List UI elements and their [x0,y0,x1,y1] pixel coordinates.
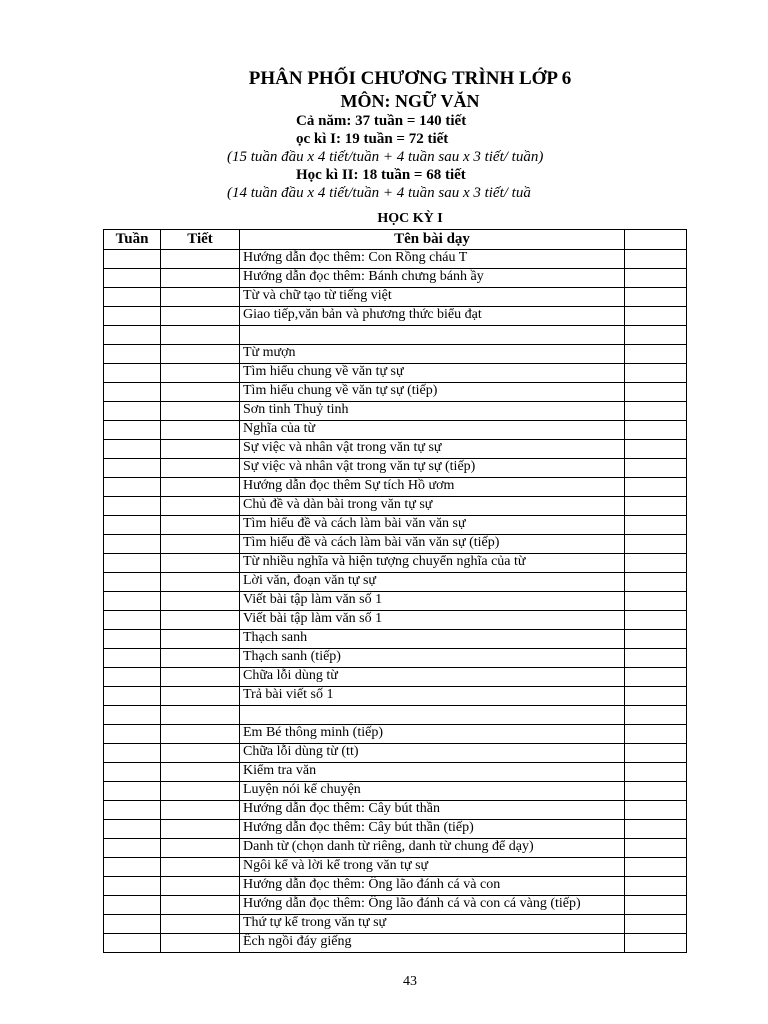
cell-notes [625,459,687,478]
table-header-row [104,230,687,250]
year-summary: Cả năm: 37 tuần = 140 tiết [296,113,467,129]
cell-week [104,725,161,744]
cell-week [104,744,161,763]
cell-week [104,383,161,402]
cell-lesson [240,326,625,345]
cell-notes [625,554,687,573]
cell-week [104,763,161,782]
cell-week [104,839,161,858]
column-header-lesson: Tên bài dạy [240,230,625,250]
column-header-notes [625,230,687,250]
table-row [104,706,687,725]
table-row [104,782,687,801]
term2-summary: Học kì II: 18 tuần = 68 tiết [296,167,466,183]
table-row [104,915,687,934]
cell-notes [625,269,687,288]
cell-week [104,535,161,554]
cell-week [104,706,161,725]
cell-week [104,801,161,820]
cell-period [161,611,240,630]
cell-lesson: Giao tiếp,văn bản và phương thức biểu đạt [240,307,625,326]
table-row [104,611,687,630]
cell-lesson: Từ và chữ tạo từ tiếng việt [240,288,625,307]
cell-period [161,896,240,915]
cell-lesson: Ngôi kể và lời kể trong văn tự sự [240,858,625,877]
cell-week [104,421,161,440]
table-row [104,307,687,326]
cell-lesson: Ếch ngồi đáy giếng [240,934,625,953]
cell-lesson: Hướng dẫn đọc thêm: Bánh chưng bánh ầy [240,269,625,288]
cell-week [104,326,161,345]
cell-lesson: Viết bài tập làm văn số 1 [240,611,625,630]
cell-week [104,288,161,307]
table-row [104,858,687,877]
table-row [104,896,687,915]
cell-lesson: Từ mượn [240,345,625,364]
cell-lesson: Tìm hiểu đề và cách làm bài văn văn sự (tiếp) [240,535,625,554]
cell-period [161,459,240,478]
column-header-period: Tiết [161,230,240,250]
cell-period [161,934,240,953]
cell-notes [625,858,687,877]
cell-period [161,421,240,440]
cell-notes [625,345,687,364]
table-row [104,478,687,497]
cell-notes [625,516,687,535]
cell-lesson: Thạch sanh (tiếp) [240,649,625,668]
cell-week [104,915,161,934]
cell-lesson: Sơn tinh Thuỷ tinh [240,402,625,421]
cell-period [161,687,240,706]
cell-notes [625,611,687,630]
table-row [104,421,687,440]
table-row [104,592,687,611]
cell-period [161,307,240,326]
cell-week [104,668,161,687]
cell-lesson: Sự việc và nhân vật trong văn tự sự [240,440,625,459]
cell-lesson: Lời văn, đoạn văn tự sự [240,573,625,592]
cell-lesson: Viết bài tập làm văn số 1 [240,592,625,611]
cell-lesson: Tìm hiểu chung về văn tự sự (tiếp) [240,383,625,402]
cell-week [104,934,161,953]
cell-period [161,649,240,668]
cell-lesson: Danh từ (chọn danh từ riêng, danh từ chung để dạy) [240,839,625,858]
cell-lesson: Hướng dẫn đọc thêm: Con Rồng cháu T [240,250,625,269]
cell-lesson: Hướng dẫn đọc thêm: Cây bút thần (tiếp) [240,820,625,839]
column-header-week: Tuần [104,230,161,250]
cell-period [161,326,240,345]
cell-period [161,915,240,934]
table-row [104,687,687,706]
cell-period [161,535,240,554]
cell-notes [625,763,687,782]
cell-period [161,877,240,896]
cell-notes [625,535,687,554]
table-row [104,934,687,953]
cell-lesson: Nghĩa của từ [240,421,625,440]
cell-notes [625,630,687,649]
cell-week [104,402,161,421]
cell-lesson: Từ nhiều nghĩa và hiện tượng chuyển nghĩa của từ [240,554,625,573]
cell-period [161,554,240,573]
cell-week [104,782,161,801]
cell-week [104,573,161,592]
cell-period [161,801,240,820]
cell-lesson: Em Bé thông minh (tiếp) [240,725,625,744]
table-row [104,763,687,782]
cell-week [104,307,161,326]
cell-period [161,516,240,535]
cell-week [104,649,161,668]
table-row [104,402,687,421]
cell-period [161,383,240,402]
cell-period [161,288,240,307]
cell-period [161,782,240,801]
cell-lesson: Chủ đề và dàn bài trong văn tự sự [240,497,625,516]
table-row [104,839,687,858]
table-row [104,535,687,554]
table-row [104,497,687,516]
cell-notes [625,877,687,896]
cell-period [161,497,240,516]
cell-week [104,554,161,573]
table-row [104,345,687,364]
cell-notes [625,896,687,915]
table-row [104,364,687,383]
cell-week [104,687,161,706]
cell-period [161,440,240,459]
cell-period [161,858,240,877]
cell-period [161,706,240,725]
cell-lesson: Thạch sanh [240,630,625,649]
cell-period [161,839,240,858]
page-number: 43 [403,974,417,989]
cell-lesson: Kiểm tra văn [240,763,625,782]
cell-week [104,478,161,497]
table-row [104,649,687,668]
cell-week [104,516,161,535]
table-row [104,630,687,649]
cell-week [104,592,161,611]
cell-lesson: Sự việc và nhân vật trong văn tự sự (tiếp) [240,459,625,478]
cell-lesson: Hướng dẫn đọc thêm: Ông lão đánh cá và con [240,877,625,896]
table-row [104,744,687,763]
table-row [104,440,687,459]
cell-notes [625,250,687,269]
table-row [104,801,687,820]
table-row [104,269,687,288]
cell-notes [625,592,687,611]
section-heading: HỌC KỲ I [377,211,443,226]
table-row [104,516,687,535]
cell-notes [625,478,687,497]
cell-week [104,858,161,877]
cell-notes [625,440,687,459]
cell-period [161,744,240,763]
cell-lesson: Chữa lỗi dùng từ [240,668,625,687]
cell-week [104,345,161,364]
cell-lesson: Hướng dẫn đọc thêm: Ông lão đánh cá và con cá vàng (tiếp) [240,896,625,915]
cell-period [161,573,240,592]
cell-week [104,250,161,269]
cell-lesson: Tìm hiểu đề và cách làm bài văn văn sự [240,516,625,535]
term1-summary: ọc kì I: 19 tuần = 72 tiết [296,131,449,147]
table-row [104,820,687,839]
cell-notes [625,383,687,402]
lesson-table [103,229,687,953]
cell-week [104,611,161,630]
cell-notes [625,573,687,592]
cell-period [161,364,240,383]
cell-lesson [240,706,625,725]
table-row [104,877,687,896]
cell-week [104,440,161,459]
table-row [104,326,687,345]
cell-notes [625,307,687,326]
cell-notes [625,402,687,421]
cell-notes [625,934,687,953]
cell-period [161,763,240,782]
cell-notes [625,839,687,858]
cell-notes [625,915,687,934]
table-row [104,554,687,573]
cell-period [161,630,240,649]
cell-notes [625,725,687,744]
table-row [104,459,687,478]
cell-week [104,820,161,839]
cell-notes [625,288,687,307]
cell-period [161,402,240,421]
term2-note: (14 tuần đầu x 4 tiết/tuần + 4 tuần sau x 3 tiết/ tuầ [227,185,531,201]
cell-week [104,459,161,478]
cell-week [104,364,161,383]
cell-lesson: Chữa lỗi dùng từ (tt) [240,744,625,763]
cell-lesson: Trả bài viết số 1 [240,687,625,706]
cell-lesson: Luyện nói kể chuyện [240,782,625,801]
term1-note: (15 tuần đầu x 4 tiết/tuần + 4 tuần sau x 3 tiết/ tuần) [227,149,544,165]
cell-notes [625,801,687,820]
table-row [104,288,687,307]
cell-week [104,497,161,516]
cell-period [161,668,240,687]
cell-period [161,478,240,497]
cell-period [161,250,240,269]
cell-notes [625,326,687,345]
cell-notes [625,497,687,516]
cell-period [161,269,240,288]
table-row [104,250,687,269]
cell-period [161,345,240,364]
table-row [104,573,687,592]
table-row [104,668,687,687]
cell-notes [625,668,687,687]
cell-notes [625,364,687,383]
subject-line: MÔN: NGỮ VĂN [340,91,480,111]
cell-notes [625,706,687,725]
cell-lesson: Hướng dẫn đọc thêm Sự tích Hồ ươm [240,478,625,497]
cell-notes [625,687,687,706]
table-row [104,725,687,744]
cell-notes [625,744,687,763]
cell-lesson: Tìm hiểu chung về văn tự sự [240,364,625,383]
cell-period [161,725,240,744]
cell-notes [625,782,687,801]
cell-notes [625,820,687,839]
cell-notes [625,649,687,668]
table-row [104,383,687,402]
document-title: PHÂN PHỐI CHƯƠNG TRÌNH LỚP 6 [248,68,572,89]
cell-period [161,820,240,839]
cell-notes [625,421,687,440]
cell-week [104,269,161,288]
cell-week [104,877,161,896]
cell-period [161,592,240,611]
cell-week [104,896,161,915]
cell-lesson: Thứ tự kể trong văn tự sự [240,915,625,934]
cell-lesson: Hướng dẫn đọc thêm: Cây bút thần [240,801,625,820]
cell-week [104,630,161,649]
